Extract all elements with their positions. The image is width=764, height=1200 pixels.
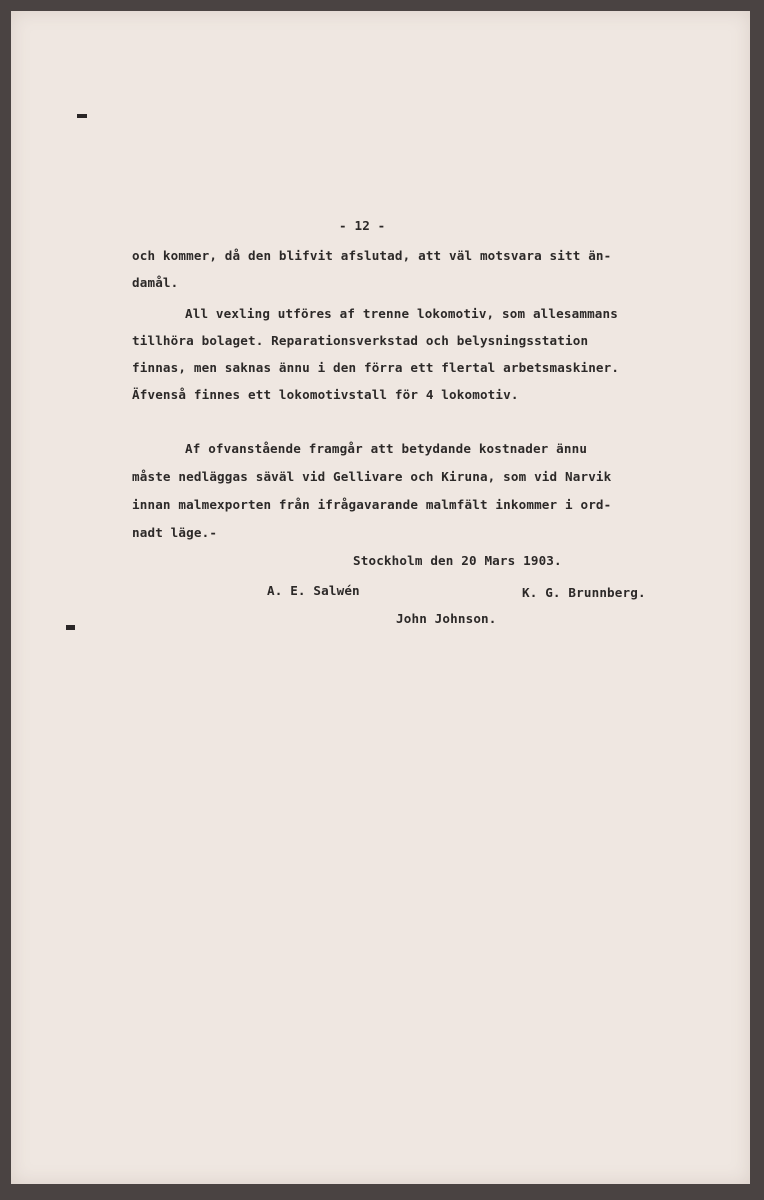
text-line: damål. [132, 275, 179, 290]
text-line: tillhöra bolaget. Reparationsverkstad och belysningsstation [132, 333, 589, 348]
text-line: Äfvenså finnes ett lokomotivstall för 4 lokomotiv. [132, 387, 519, 402]
document-page [11, 11, 750, 1184]
signature-left: A. E. Salwén [267, 583, 360, 598]
text-line: finnas, men saknas ännu i den förra ett flertal arbetsmaskiner. [132, 360, 620, 375]
text-line: måste nedläggas säväl vid Gellivare och Kiruna, som vid Narvik [132, 469, 612, 484]
ink-mark [66, 625, 75, 630]
signature-center: John Johnson. [396, 611, 497, 626]
text-line: och kommer, då den blifvit afslutad, att väl motsvara sitt än- [132, 248, 612, 263]
text-line: nadt läge.- [132, 525, 218, 540]
page-number: - 12 - [339, 218, 386, 233]
text-line: All vexling utföres af trenne lokomotiv, som allesammans [185, 306, 618, 321]
place-date: Stockholm den 20 Mars 1903. [353, 553, 562, 568]
text-line: innan malmexporten från ifrågavarande malmfält inkommer i ord- [132, 497, 612, 512]
signature-right: K. G. Brunnberg. [522, 585, 646, 600]
text-line: Af ofvanstående framgår att betydande kostnader ännu [185, 441, 588, 456]
ink-mark [77, 114, 87, 118]
